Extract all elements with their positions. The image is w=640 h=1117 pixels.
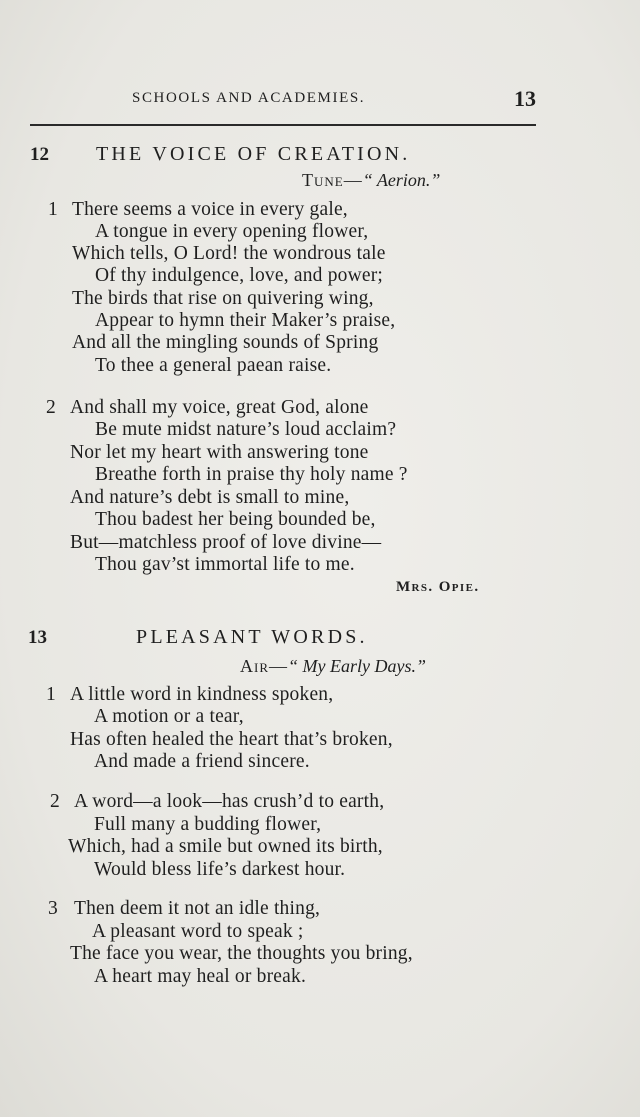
verse-number: 3 [48,898,58,919]
running-title: SCHOOLS AND ACADEMIES. [132,90,366,106]
page-number: 13 [514,86,536,111]
verse-line: Which, had a smile but owned its birth, [68,836,383,857]
verse-line: And made a friend sincere. [94,751,310,772]
verse-line: A tongue in every opening flower, [95,221,369,242]
header-rule [30,124,536,126]
verse-line: The birds that rise on quivering wing, [72,288,374,309]
author-attribution: Mrs. Opie. [396,579,480,595]
tune-label: Air— [240,656,288,676]
hymn-number: 13 [28,627,47,648]
verse-line: Then deem it not an idle thing, [74,898,321,919]
verse-line: Appear to hymn their Maker’s praise, [95,310,396,331]
tune-label: Tune— [302,170,363,190]
verse-line: Would bless life’s darkest hour. [94,859,346,880]
verse-line: And shall my voice, great God, alone [70,397,369,418]
verse-line: A little word in kindness spoken, [70,684,334,705]
tune-name: “ My Early Days.” [288,656,426,676]
tune-line [240,656,426,677]
verse-line: A motion or a tear, [94,706,244,727]
verse-line: A word—a look—has crush’d to earth, [74,791,385,812]
verse-line: And all the mingling sounds of Spring [72,332,379,353]
verse-line: Full many a budding flower, [94,814,322,835]
verse-line: Which tells, O Lord! the wondrous tale [72,243,386,264]
verse-line: Breathe forth in praise thy holy name ? [95,464,408,485]
verse-line: A heart may heal or break. [94,966,307,987]
hymn-number: 12 [30,144,49,165]
hymn-title: THE VOICE OF CREATION. [96,143,411,165]
verse-line: A pleasant word to speak ; [92,921,304,942]
hymn-title: PLEASANT WORDS. [136,626,368,648]
verse-number: 2 [46,397,56,418]
tune-name: “ Aerion.” [362,170,441,190]
verse-line: Thou gav’st immortal life to me. [95,554,355,575]
verse-line: Has often healed the heart that’s broken, [70,729,393,750]
verse-number: 1 [46,684,56,705]
verse-line: And nature’s debt is small to mine, [70,487,350,508]
verse-number: 1 [48,199,58,220]
verse-line: Nor let my heart with answering tone [70,442,369,463]
verse-line: To thee a general paean raise. [95,355,332,376]
verse-line: Of thy indulgence, love, and power; [95,265,384,286]
verse-line: But—matchless proof of love divine— [70,532,382,553]
verse-line: The face you wear, the thoughts you bring, [70,943,413,964]
verse-line: Be mute midst nature’s loud acclaim? [95,419,397,440]
verse-line: Thou badest her being bounded be, [95,509,376,530]
tune-line [302,170,440,191]
verse-line: There seems a voice in every gale, [72,199,348,220]
verse-number: 2 [50,791,60,812]
